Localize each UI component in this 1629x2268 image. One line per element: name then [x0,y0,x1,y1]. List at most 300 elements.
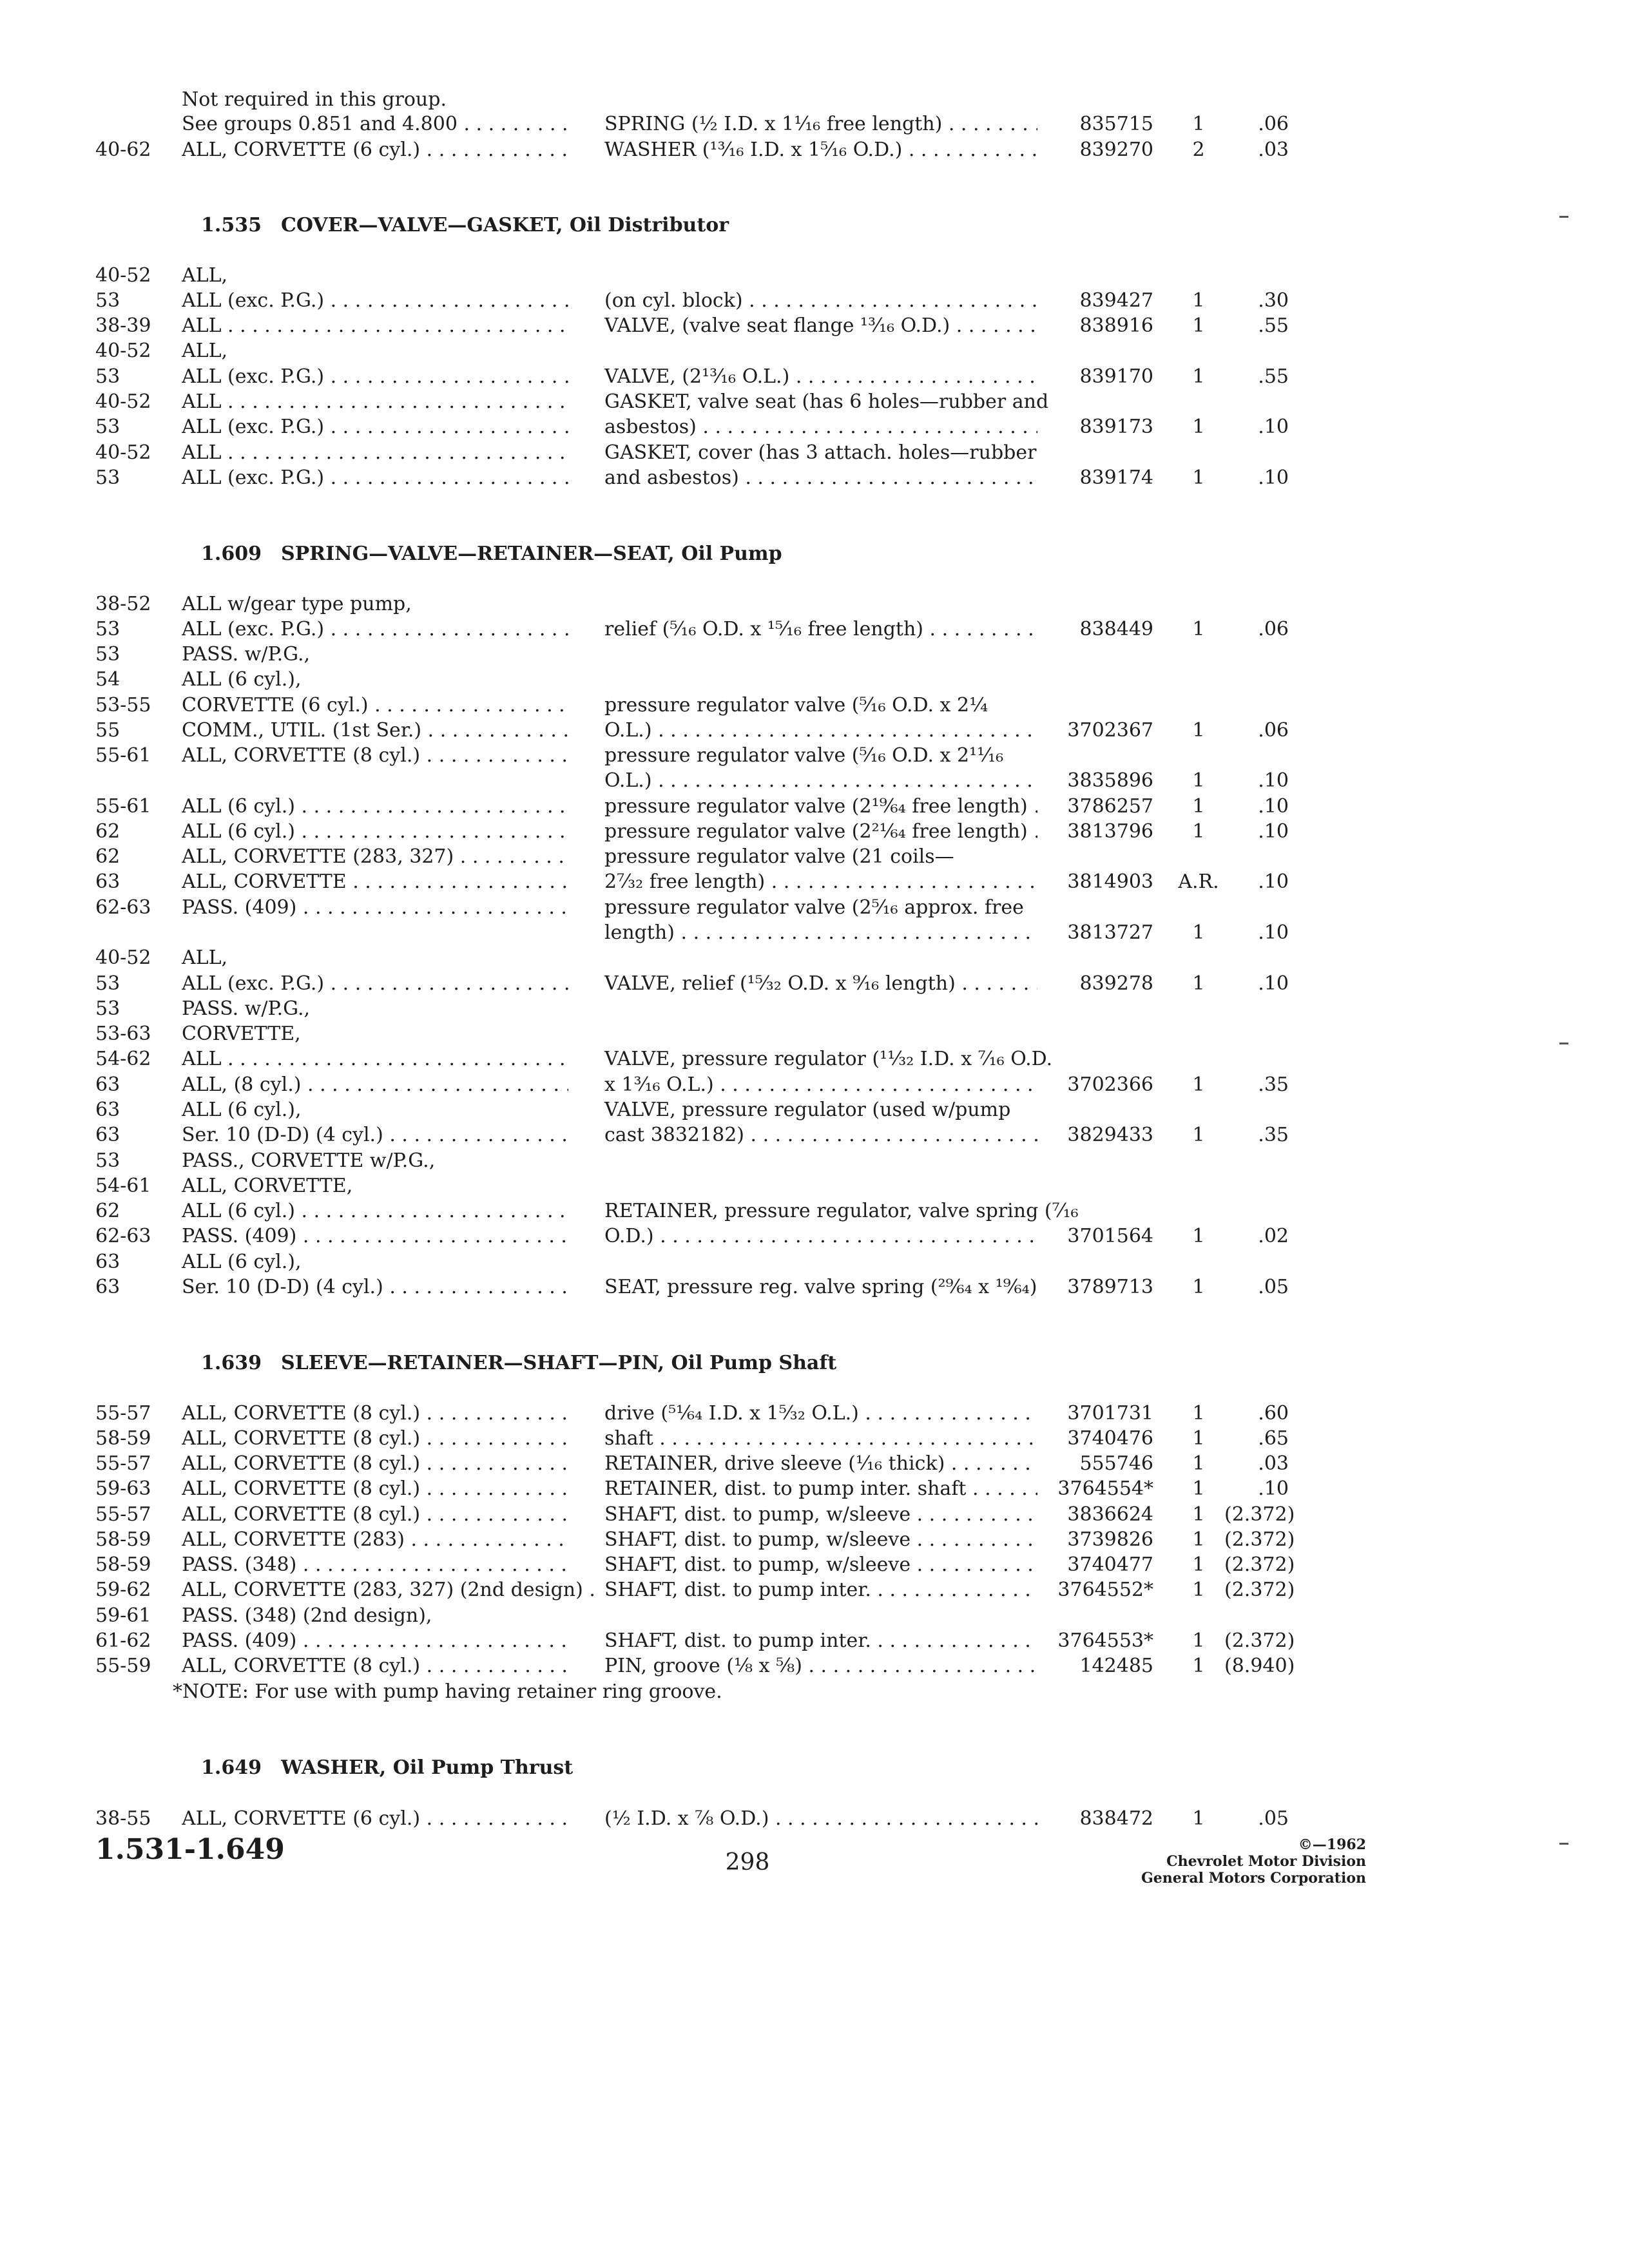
year-range: 63 [95,870,120,893]
table-row [0,996,1629,1022]
part-description: (½ I.D. x ⅞ O.D.) . . . [604,1806,1037,1832]
application: ALL, CORVETTE (6 cyl.) . . . [182,137,568,163]
part-number: 839278 [1079,972,1153,995]
year-range: 58-59 [95,1528,151,1551]
price: .55 [1258,365,1289,388]
quantity: 1 [1192,1452,1205,1475]
quantity: 1 [1192,1528,1205,1551]
part-description: shaft . . . [604,1426,1037,1452]
part-description: VALVE, pressure regulator (used w/pump [604,1099,1011,1121]
table-row [0,440,1629,466]
section-subtitle: Oil Pump Thrust [392,1756,574,1779]
application: ALL (6 cyl.) . . . [182,819,568,845]
year-range: 55-59 [95,1655,151,1677]
application: ALL, (8 cyl.) . . . [182,1072,568,1098]
part-description: drive (⁵¹⁄₆₄ I.D. x 1⁵⁄₃₂ O.L.) . . . [604,1401,1037,1427]
application: ALL, CORVETTE (283, 327) . . . [182,844,568,870]
part-number: 3813796 [1067,820,1153,843]
price: .02 [1258,1225,1289,1247]
part-description: SHAFT, dist. to pump inter. . . . [604,1628,1037,1654]
application: PASS. (409) . . . [182,1224,568,1249]
quantity: 1 [1192,1655,1205,1677]
part-description: O.L.) . . . [604,768,1037,794]
year-range: 53 [95,997,120,1020]
quantity: 1 [1192,618,1205,640]
section-heading [201,541,782,567]
table-row [0,844,1629,870]
price: (2.372) [1224,1528,1295,1551]
price: .10 [1258,795,1289,818]
copyright: ©—1962 [1298,1836,1366,1853]
application: Ser. 10 (D-D) (4 cyl.) . . . [182,1274,568,1300]
table-row [0,895,1629,921]
application: PASS. (409) . . . [182,895,568,921]
part-description: VALVE, (2¹³⁄₁₆ O.L.) . . . [604,364,1037,390]
part-description: pressure regulator valve (21 coils— [604,845,954,868]
year-range: 63 [95,1073,120,1096]
year-range: 58-59 [95,1427,151,1450]
year-range: 54 [95,668,120,691]
quantity: 1 [1192,769,1205,792]
application: ALL (exc. P.G.) . . . [182,617,568,642]
part-number: 839173 [1079,416,1153,438]
price: (2.372) [1224,1579,1295,1601]
application: ALL (6 cyl.) . . . [182,1198,568,1224]
part-number: 3789713 [1067,1276,1153,1298]
part-number: 3740477 [1067,1553,1153,1576]
year-range: 54-62 [95,1048,151,1070]
part-description: 2⁷⁄₃₂ free length) . . . [604,869,1037,895]
year-range: 55-57 [95,1402,151,1425]
quantity: 1 [1192,921,1205,944]
quantity: 1 [1192,1124,1205,1146]
year-range: 40-52 [95,390,151,413]
table-row [0,1552,1629,1578]
quantity: 1 [1192,416,1205,438]
application: See groups 0.851 and 4.800 . . . [182,111,568,137]
table-row [0,1198,1629,1224]
part-number: 839170 [1079,365,1153,388]
table-row [0,1021,1629,1047]
quantity: 1 [1192,795,1205,818]
part-number: 3701564 [1067,1225,1153,1247]
table-row [0,313,1629,339]
application: ALL, CORVETTE (8 cyl.) . . . [182,1653,568,1679]
application: ALL, [182,264,228,287]
year-range: 62 [95,820,120,843]
application: CORVETTE, [182,1023,301,1045]
application: ALL, CORVETTE (8 cyl.) . . . [182,1476,568,1502]
part-number: 3813727 [1067,921,1153,944]
group-number: 1.609 [201,543,262,565]
table-row [0,819,1629,845]
table-row [0,667,1629,693]
table-row [0,465,1629,491]
part-description: PIN, groove (⅛ x ⅝) . . . [604,1653,1037,1679]
year-range: 53 [95,365,120,388]
price: .03 [1258,139,1289,161]
table-row [0,617,1629,642]
year-range: 53 [95,972,120,995]
quantity: 1 [1192,289,1205,312]
table-row [0,1502,1629,1528]
part-number: 3764552* [1057,1579,1153,1601]
price: .10 [1258,769,1289,792]
section-heading [201,1350,836,1376]
quantity: 1 [1192,1629,1205,1652]
part-number: 3836624 [1067,1503,1153,1526]
price: (2.372) [1224,1629,1295,1652]
part-description: pressure regulator valve (⁵⁄₁₆ O.D. x 2¹¹⁄₁₆ [604,744,1004,767]
quantity: 1 [1192,1073,1205,1096]
application: ALL, CORVETTE . . . [182,869,568,895]
year-range: 58-59 [95,1553,151,1576]
table-row [0,137,1629,163]
table-row [0,414,1629,440]
part-description: pressure regulator valve (2¹⁹⁄₆₄ free length) . . . [604,794,1037,820]
table-row [0,1072,1629,1098]
year-range: 53 [95,416,120,438]
table-row [0,1224,1629,1249]
part-description: WASHER (¹³⁄₁₆ I.D. x 1⁵⁄₁₆ O.D.) . . . [604,137,1037,163]
table-row [0,87,1629,113]
table-row [0,1249,1629,1275]
year-range: 62-63 [95,1225,151,1247]
table-row [0,1046,1629,1072]
part-number: 3702367 [1067,719,1153,742]
price: .06 [1258,618,1289,640]
application: ALL (6 cyl.), [182,668,302,691]
table-row [0,591,1629,617]
quantity: 1 [1192,1477,1205,1500]
application: PASS. (348) . . . [182,1552,568,1578]
quantity: 1 [1192,1553,1205,1576]
price: .10 [1258,820,1289,843]
year-range: 61-62 [95,1629,151,1652]
part-description: RETAINER, pressure regulator, valve spring (⁷⁄₁₆ [604,1200,1079,1222]
quantity: 1 [1192,1807,1205,1830]
section-title: SLEEVE—RETAINER—SHAFT—PIN, [280,1352,665,1374]
section-subtitle: Oil Pump [681,543,782,565]
table-row [0,869,1629,895]
table-row [0,1173,1629,1199]
part-description: and asbestos) . . . [604,465,1037,491]
application: ALL . . . [182,313,568,339]
application: PASS., CORVETTE w/P.G., [182,1149,436,1172]
application: ALL (6 cyl.) . . . [182,794,568,820]
quantity: 1 [1192,466,1205,489]
part-number: 838449 [1079,618,1153,640]
part-number: 3702366 [1067,1073,1153,1096]
price: .05 [1258,1276,1289,1298]
year-range: 55 [95,719,120,742]
part-description: asbestos) . . . [604,414,1037,440]
part-description: (on cyl. block) . . . [604,288,1037,314]
year-range: 40-52 [95,340,151,362]
part-description: SHAFT, dist. to pump, w/sleeve . . . [604,1502,1037,1528]
table-row [0,768,1629,794]
publisher-block [1063,1836,1366,1887]
table-row [0,1577,1629,1603]
part-number: 3786257 [1067,795,1153,818]
price: (2.372) [1224,1553,1295,1576]
table-row [0,389,1629,415]
part-description: x 1³⁄₁₆ O.L.) . . . [604,1072,1037,1098]
part-description: SHAFT, dist. to pump inter. . . . [604,1577,1037,1603]
year-range: 54-61 [95,1175,151,1197]
quantity: 1 [1192,719,1205,742]
year-range: 63 [95,1099,120,1121]
application: ALL (exc. P.G.) . . . [182,971,568,997]
table-row [0,263,1629,289]
scan-mark [1559,1043,1568,1044]
group-number: 1.639 [201,1352,262,1374]
application: ALL (exc. P.G.) . . . [182,414,568,440]
application: ALL, [182,947,228,969]
section-heading [201,213,729,238]
application: ALL, CORVETTE (283, 327) (2nd design) . [182,1579,595,1601]
year-range: 40-52 [95,947,151,969]
quantity: 2 [1192,139,1205,161]
table-row [0,971,1629,997]
application: ALL (exc. P.G.) . . . [182,364,568,390]
application: Ser. 10 (D-D) (4 cyl.) . . . [182,1122,568,1148]
section-heading [201,1755,573,1781]
table-row [0,288,1629,314]
table-row [0,111,1629,137]
table-row [0,1148,1629,1174]
part-number: 839174 [1079,466,1153,489]
application: ALL, CORVETTE (8 cyl.) . . . [182,1401,568,1427]
part-number: 3701731 [1067,1402,1153,1425]
application: Not required in this group. [182,88,447,111]
year-range: 53 [95,289,120,312]
quantity: 1 [1192,1276,1205,1298]
quantity: 1 [1192,1427,1205,1450]
year-range: 63 [95,1276,120,1298]
application: PASS. (409) . . . [182,1628,568,1654]
part-description: RETAINER, dist. to pump inter. shaft . . . [604,1476,1037,1502]
application: PASS. w/P.G., [182,643,311,666]
part-number: 3835896 [1067,769,1153,792]
footnote: *NOTE: For use with pump having retainer ring groove. [173,1680,722,1703]
table-row [0,364,1629,390]
group-number: 1.649 [201,1756,262,1779]
part-description: SPRING (½ I.D. x 1¹⁄₁₆ free length) . . . [604,111,1037,137]
part-number: 142485 [1079,1655,1153,1677]
section-title: COVER—VALVE—GASKET, [280,214,563,236]
price: .10 [1258,466,1289,489]
price: .55 [1258,314,1289,337]
corporation-name: General Motors Corporation [1141,1870,1366,1887]
part-number: 3764554* [1057,1477,1153,1500]
application: CORVETTE (6 cyl.) . . . [182,693,568,718]
application: ALL (6 cyl.), [182,1251,302,1273]
table-row [0,743,1629,769]
year-range: 62-63 [95,896,151,919]
table-row [0,1426,1629,1452]
year-range: 59-62 [95,1579,151,1601]
quantity: 1 [1192,1225,1205,1247]
table-row [0,338,1629,364]
scan-mark [1559,216,1568,218]
year-range: 59-63 [95,1477,151,1500]
quantity: 1 [1192,314,1205,337]
application: ALL, [182,340,228,362]
year-range: 59-61 [95,1604,151,1627]
part-number: 839427 [1079,289,1153,312]
quantity: 1 [1192,820,1205,843]
part-description: cast 3832182) . . . [604,1122,1037,1148]
price: .65 [1258,1427,1289,1450]
part-description: pressure regulator valve (⁵⁄₁₆ O.D. x 2¼ [604,694,988,716]
part-number: 838472 [1079,1807,1153,1830]
year-range: 40-52 [95,441,151,464]
table-row [0,1603,1629,1629]
quantity: 1 [1192,1503,1205,1526]
application: ALL, CORVETTE (8 cyl.) . . . [182,743,568,769]
price: .10 [1258,972,1289,995]
part-description: RETAINER, drive sleeve (¹⁄₁₆ thick) . . . [604,1451,1037,1477]
part-description: SHAFT, dist. to pump, w/sleeve . . . [604,1527,1037,1553]
quantity: 1 [1192,972,1205,995]
part-number: 838916 [1079,314,1153,337]
price: (8.940) [1224,1655,1295,1677]
table-row [0,1122,1629,1148]
quantity: 1 [1192,1579,1205,1601]
part-description: O.D.) . . . [604,1224,1037,1249]
part-number: 3764553* [1057,1629,1153,1652]
year-range: 38-55 [95,1807,151,1830]
price: .06 [1258,113,1289,135]
group-range: 1.531-1.649 [95,1833,285,1866]
year-range: 55-57 [95,1452,151,1475]
table-row [0,693,1629,718]
price: .10 [1258,416,1289,438]
table-row [0,1274,1629,1300]
price: (2.372) [1224,1503,1295,1526]
application: ALL . . . [182,389,568,415]
price: .30 [1258,289,1289,312]
section-subtitle: Oil Pump Shaft [671,1352,837,1374]
part-number: 3740476 [1067,1427,1153,1450]
section-title: SPRING—VALVE—RETAINER—SEAT, [280,543,675,565]
part-number: 3829433 [1067,1124,1153,1146]
price: .10 [1258,921,1289,944]
price: .06 [1258,719,1289,742]
quantity: 1 [1192,1402,1205,1425]
year-range: 55-61 [95,795,151,818]
price: .05 [1258,1807,1289,1830]
part-description: pressure regulator valve (2⁵⁄₁₆ approx. free [604,896,1024,919]
part-description: SHAFT, dist. to pump, w/sleeve . . . [604,1552,1037,1578]
application: ALL, CORVETTE (8 cyl.) . . . [182,1426,568,1452]
price: .10 [1258,1477,1289,1500]
table-row [0,1401,1629,1427]
application: ALL . . . [182,1046,568,1072]
part-description: SEAT, pressure reg. valve spring (²⁹⁄₆₄ x ¹⁹⁄₆₄) . . . [604,1274,1037,1300]
price: .60 [1258,1402,1289,1425]
part-description: relief (⁵⁄₁₆ O.D. x ¹⁵⁄₁₆ free length) . . . [604,617,1037,642]
part-description: VALVE, pressure regulator (¹¹⁄₃₂ I.D. x ⁷⁄₁₆ O.D. [604,1048,1053,1070]
year-range: 53 [95,643,120,666]
year-range: 53-55 [95,694,151,716]
year-range: 53 [95,618,120,640]
table-row [0,1451,1629,1477]
part-description: VALVE, relief (¹⁵⁄₃₂ O.D. x ⁹⁄₁₆ length) . . . [604,971,1037,997]
part-description: pressure regulator valve (2²¹⁄₆₄ free length) . . . [604,819,1037,845]
application: ALL . . . [182,440,568,466]
table-row [0,718,1629,744]
quantity: 1 [1192,113,1205,135]
table-row [0,1527,1629,1553]
table-row [0,1476,1629,1502]
year-range: 62 [95,1200,120,1222]
section-subtitle: Oil Distributor [569,214,729,236]
table-row [0,1628,1629,1654]
part-number: 3739826 [1067,1528,1153,1551]
application: ALL, CORVETTE (8 cyl.) . . . [182,1502,568,1528]
group-number: 1.535 [201,214,262,236]
application: ALL w/gear type pump, [182,593,412,615]
year-range: 63 [95,1124,120,1146]
application: ALL (exc. P.G.) . . . [182,465,568,491]
year-range: 55-57 [95,1503,151,1526]
part-description: O.L.) . . . [604,718,1037,744]
application: ALL, CORVETTE (6 cyl.) . . . [182,1806,568,1832]
application: PASS. w/P.G., [182,997,311,1020]
price: .10 [1258,870,1289,893]
part-number: 839270 [1079,139,1153,161]
section-title: WASHER, [280,1756,387,1779]
year-range: 55-61 [95,744,151,767]
year-range: 40-62 [95,139,151,161]
table-row [0,920,1629,946]
table-row [0,945,1629,971]
part-description: GASKET, valve seat (has 6 holes—rubber and [604,390,1049,413]
year-range: 40-52 [95,264,151,287]
price: .03 [1258,1452,1289,1475]
scan-mark [1559,1843,1568,1845]
application: ALL, CORVETTE, [182,1175,353,1197]
part-number: 835715 [1079,113,1153,135]
division-name: Chevrolet Motor Division [1166,1853,1366,1870]
page-number: 298 [725,1849,770,1876]
price: .35 [1258,1073,1289,1096]
table-row [0,642,1629,668]
year-range: 38-52 [95,593,151,615]
application: ALL, CORVETTE (8 cyl.) . . . [182,1451,568,1477]
year-range: 53 [95,466,120,489]
year-range: 53-63 [95,1023,151,1045]
part-description: length) . . . [604,920,1037,946]
quantity: A.R. [1178,870,1219,893]
application: ALL (exc. P.G.) . . . [182,288,568,314]
application: ALL (6 cyl.), [182,1099,302,1121]
table-row [0,1806,1629,1832]
part-number: 555746 [1079,1452,1153,1475]
application: COMM., UTIL. (1st Ser.) . . . [182,718,568,744]
year-range: 63 [95,1251,120,1273]
part-description: VALVE, (valve seat flange ¹³⁄₁₆ O.D.) . . . [604,313,1037,339]
year-range: 53 [95,1149,120,1172]
table-row [0,1097,1629,1123]
price: .35 [1258,1124,1289,1146]
application: PASS. (348) (2nd design), [182,1604,432,1627]
year-range: 38-39 [95,314,151,337]
application: ALL, CORVETTE (283) . . . [182,1527,568,1553]
year-range: 62 [95,845,120,868]
